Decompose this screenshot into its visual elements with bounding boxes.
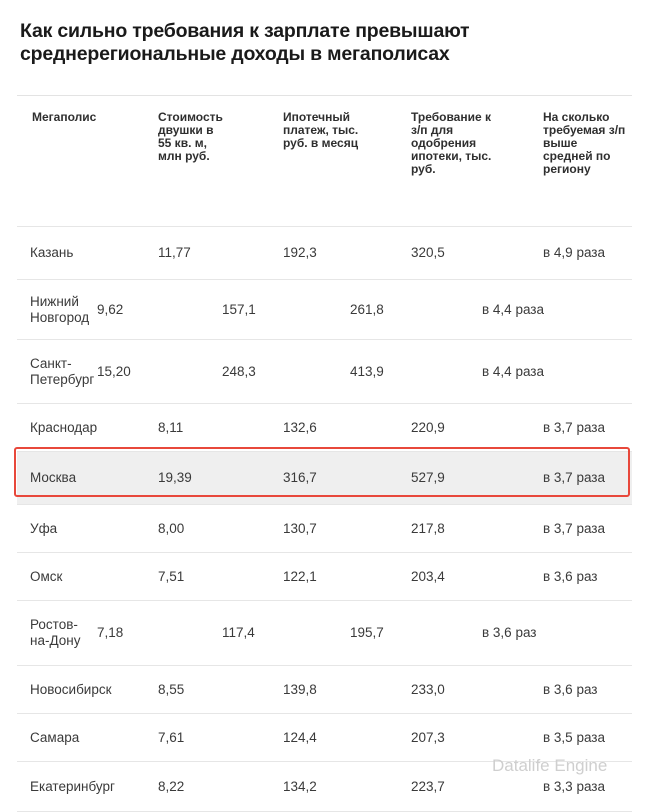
cell-salary: 217,8 (411, 520, 445, 536)
cell-ratio: в 4,9 раза (543, 245, 606, 260)
table-row (17, 714, 632, 762)
table-header-row (17, 96, 632, 227)
cell-ratio: в 4,4 раза (482, 301, 545, 317)
cell-price: 8,22 (158, 778, 185, 794)
cell-city: Самара (30, 729, 80, 745)
cell-price: 9,62 (97, 301, 124, 317)
cell-city: Ростов-на-Дону (30, 617, 81, 648)
table-row (17, 666, 632, 714)
cell-price: 8,55 (158, 681, 185, 697)
cell-price: 7,51 (158, 568, 185, 584)
table-row (17, 404, 632, 452)
cell-payment: 157,1 (222, 301, 256, 317)
column-header-price: Стоимость двушки в 55 кв. м, млн руб. (158, 110, 223, 163)
cell-city: Омск (30, 568, 63, 584)
cell-salary: 203,4 (411, 568, 445, 584)
cell-city: Москва (30, 470, 77, 485)
cell-city: Екатеринбург (30, 778, 115, 794)
cell-payment: 134,2 (283, 778, 317, 794)
table-row (17, 601, 632, 666)
cell-payment: 192,3 (283, 245, 317, 260)
cell-ratio: в 3,3 раза (543, 778, 606, 794)
column-header-city: Мегаполис (32, 110, 97, 124)
cell-salary: 413,9 (350, 363, 384, 379)
cell-payment: 248,3 (222, 363, 256, 379)
cell-ratio: в 3,6 раз (543, 568, 598, 584)
cell-salary: 207,3 (411, 729, 445, 745)
table-row (17, 280, 632, 340)
cell-ratio: в 3,7 раза (543, 419, 606, 435)
table-row (17, 505, 632, 553)
cell-salary: 220,9 (411, 419, 445, 435)
column-header-salary: Требование к з/п для одобрения ипотеки, тыс. руб. (411, 110, 492, 176)
cell-payment: 124,4 (283, 729, 317, 745)
table-row (17, 227, 632, 280)
cell-city: Казань (30, 245, 74, 260)
cell-salary: 223,7 (411, 778, 445, 794)
page-title: Как сильно требования к зарплате превышают среднерегиональные доходы в мегаполисах (20, 20, 470, 65)
cell-ratio: в 4,4 раза (482, 363, 545, 379)
watermark: Datalife Engine (492, 756, 608, 775)
cell-price: 19,39 (158, 470, 192, 485)
cell-city: Санкт-Петербург (30, 355, 95, 387)
cell-salary: 261,8 (350, 301, 384, 317)
column-header-payment: Ипотечный платеж, тыс. руб. в месяц (283, 110, 359, 150)
cell-ratio: в 3,6 раз (543, 681, 598, 697)
cell-price: 8,11 (158, 419, 184, 435)
moscow-highlight-frame (14, 447, 630, 497)
cell-payment: 117,4 (222, 625, 255, 640)
cell-salary: 320,5 (411, 245, 445, 260)
cell-salary: 527,9 (411, 470, 445, 485)
cell-price: 8,00 (158, 520, 185, 536)
cell-price: 15,20 (97, 363, 131, 379)
column-header-ratio: На сколько требуемая з/п выше средней по региону (543, 110, 626, 176)
table-row (17, 340, 632, 404)
cell-payment: 316,7 (283, 470, 317, 485)
cell-price: 7,18 (97, 625, 124, 640)
cell-ratio: в 3,7 раза (543, 520, 606, 536)
cell-payment: 132,6 (283, 419, 317, 435)
cell-ratio: в 3,6 раз (482, 625, 537, 640)
cell-ratio: в 3,5 раза (543, 729, 606, 745)
cell-city: Нижний Новгород (30, 293, 90, 325)
table-row (17, 553, 632, 601)
cell-payment: 122,1 (283, 568, 317, 584)
cell-price: 11,77 (158, 245, 191, 260)
cell-salary: 195,7 (350, 625, 384, 640)
cell-city: Уфа (30, 520, 58, 536)
cell-ratio: в 3,7 раза (543, 470, 606, 485)
cell-salary: 233,0 (411, 681, 445, 697)
cell-price: 7,61 (158, 729, 185, 745)
cell-city: Новосибирск (30, 681, 112, 697)
table-body (17, 227, 632, 812)
cell-payment: 139,8 (283, 681, 317, 697)
cell-city: Краснодар (30, 419, 98, 435)
cell-payment: 130,7 (283, 520, 317, 536)
